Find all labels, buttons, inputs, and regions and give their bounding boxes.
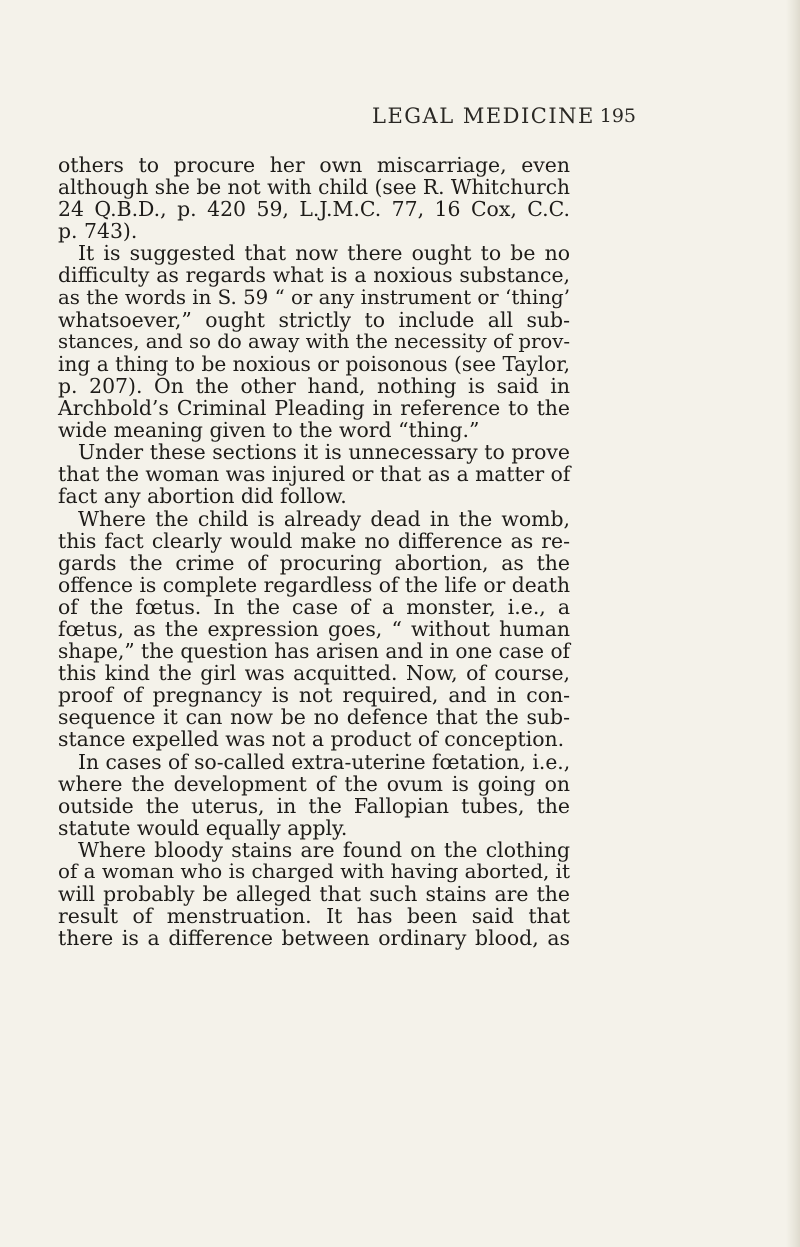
page-number: 195 (599, 105, 636, 127)
text-line: whatsoever,” ought strictly to include all sub- (58, 307, 570, 332)
body-text (58, 154, 570, 949)
text-line: gards the crime of procuring abortion, as the (58, 550, 570, 575)
text-line: wide meaning given to the word “thing.” (58, 418, 480, 443)
text-line: although she be not with child (see R. Whitchurch (58, 175, 570, 200)
text-line: fact any abortion did follow. (58, 484, 347, 509)
text-line: there is a difference between ordinary blood, as (58, 926, 570, 951)
text-line: will probably be alleged that such stains are the (58, 882, 570, 907)
running-head: LEGAL MEDICINE (372, 104, 595, 128)
text-line: offence is complete regardless of the life or death (58, 572, 570, 597)
text-line: It is suggested that now there ought to be no (78, 241, 570, 266)
text-line: where the development of the ovum is going on (58, 771, 570, 796)
text-line: Where the child is already dead in the womb, (78, 506, 570, 531)
text-line: Where bloody stains are found on the clothing (78, 837, 570, 862)
text-line: Archbold’s Criminal Pleading in reference to the (58, 396, 570, 421)
text-line: as the words in S. 59 “ or any instrument or ‘thing’ (58, 285, 570, 309)
text-line: statute would equally apply. (58, 815, 348, 840)
text-line: this kind the girl was acquitted. Now, of course, (58, 661, 570, 686)
text-line: ing a thing to be noxious or poisonous (see Taylor, (58, 351, 570, 376)
text-line: sequence it can now be no defence that the sub- (58, 705, 570, 730)
text-line: result of menstruation. It has been said that (58, 904, 570, 929)
text-line: fœtus, as the expression goes, “ without human (58, 616, 570, 641)
text-line: others to procure her own miscarriage, even (58, 153, 570, 177)
text-line: 24 Q.B.D., p. 420 59, L.J.M.C. 77, 16 Cox, C.C. (58, 197, 570, 222)
text-line: outside the uterus, in the Fallopian tubes, the (58, 793, 570, 818)
text-line: this fact clearly would make no difference as re- (58, 528, 570, 553)
text-line: stances, and so do away with the necessity of prov- (58, 329, 570, 353)
page-header (140, 104, 636, 140)
text-line: stance expelled was not a product of conception. (58, 727, 565, 752)
page-edge-shadow (786, 0, 800, 1247)
text-line: p. 207). On the other hand, nothing is said in (58, 373, 570, 398)
text-line: In cases of so-called extra-uterine fœtation, i.e., (78, 749, 571, 774)
text-line: of a woman who is charged with having aborted, it (58, 860, 570, 883)
text-line: p. 743). (58, 219, 138, 244)
text-line: Under these sections it is unnecessary to prove (78, 440, 570, 465)
text-line: that the woman was injured or that as a matter of (58, 462, 571, 487)
text-line: difficulty as regards what is a noxious substance, (58, 263, 570, 288)
text-line: shape,” the question has arisen and in one case of (58, 639, 570, 664)
text-line: of the fœtus. In the case of a monster, i.e., a (58, 594, 570, 619)
text-line: proof of pregnancy is not required, and in con- (58, 683, 570, 708)
